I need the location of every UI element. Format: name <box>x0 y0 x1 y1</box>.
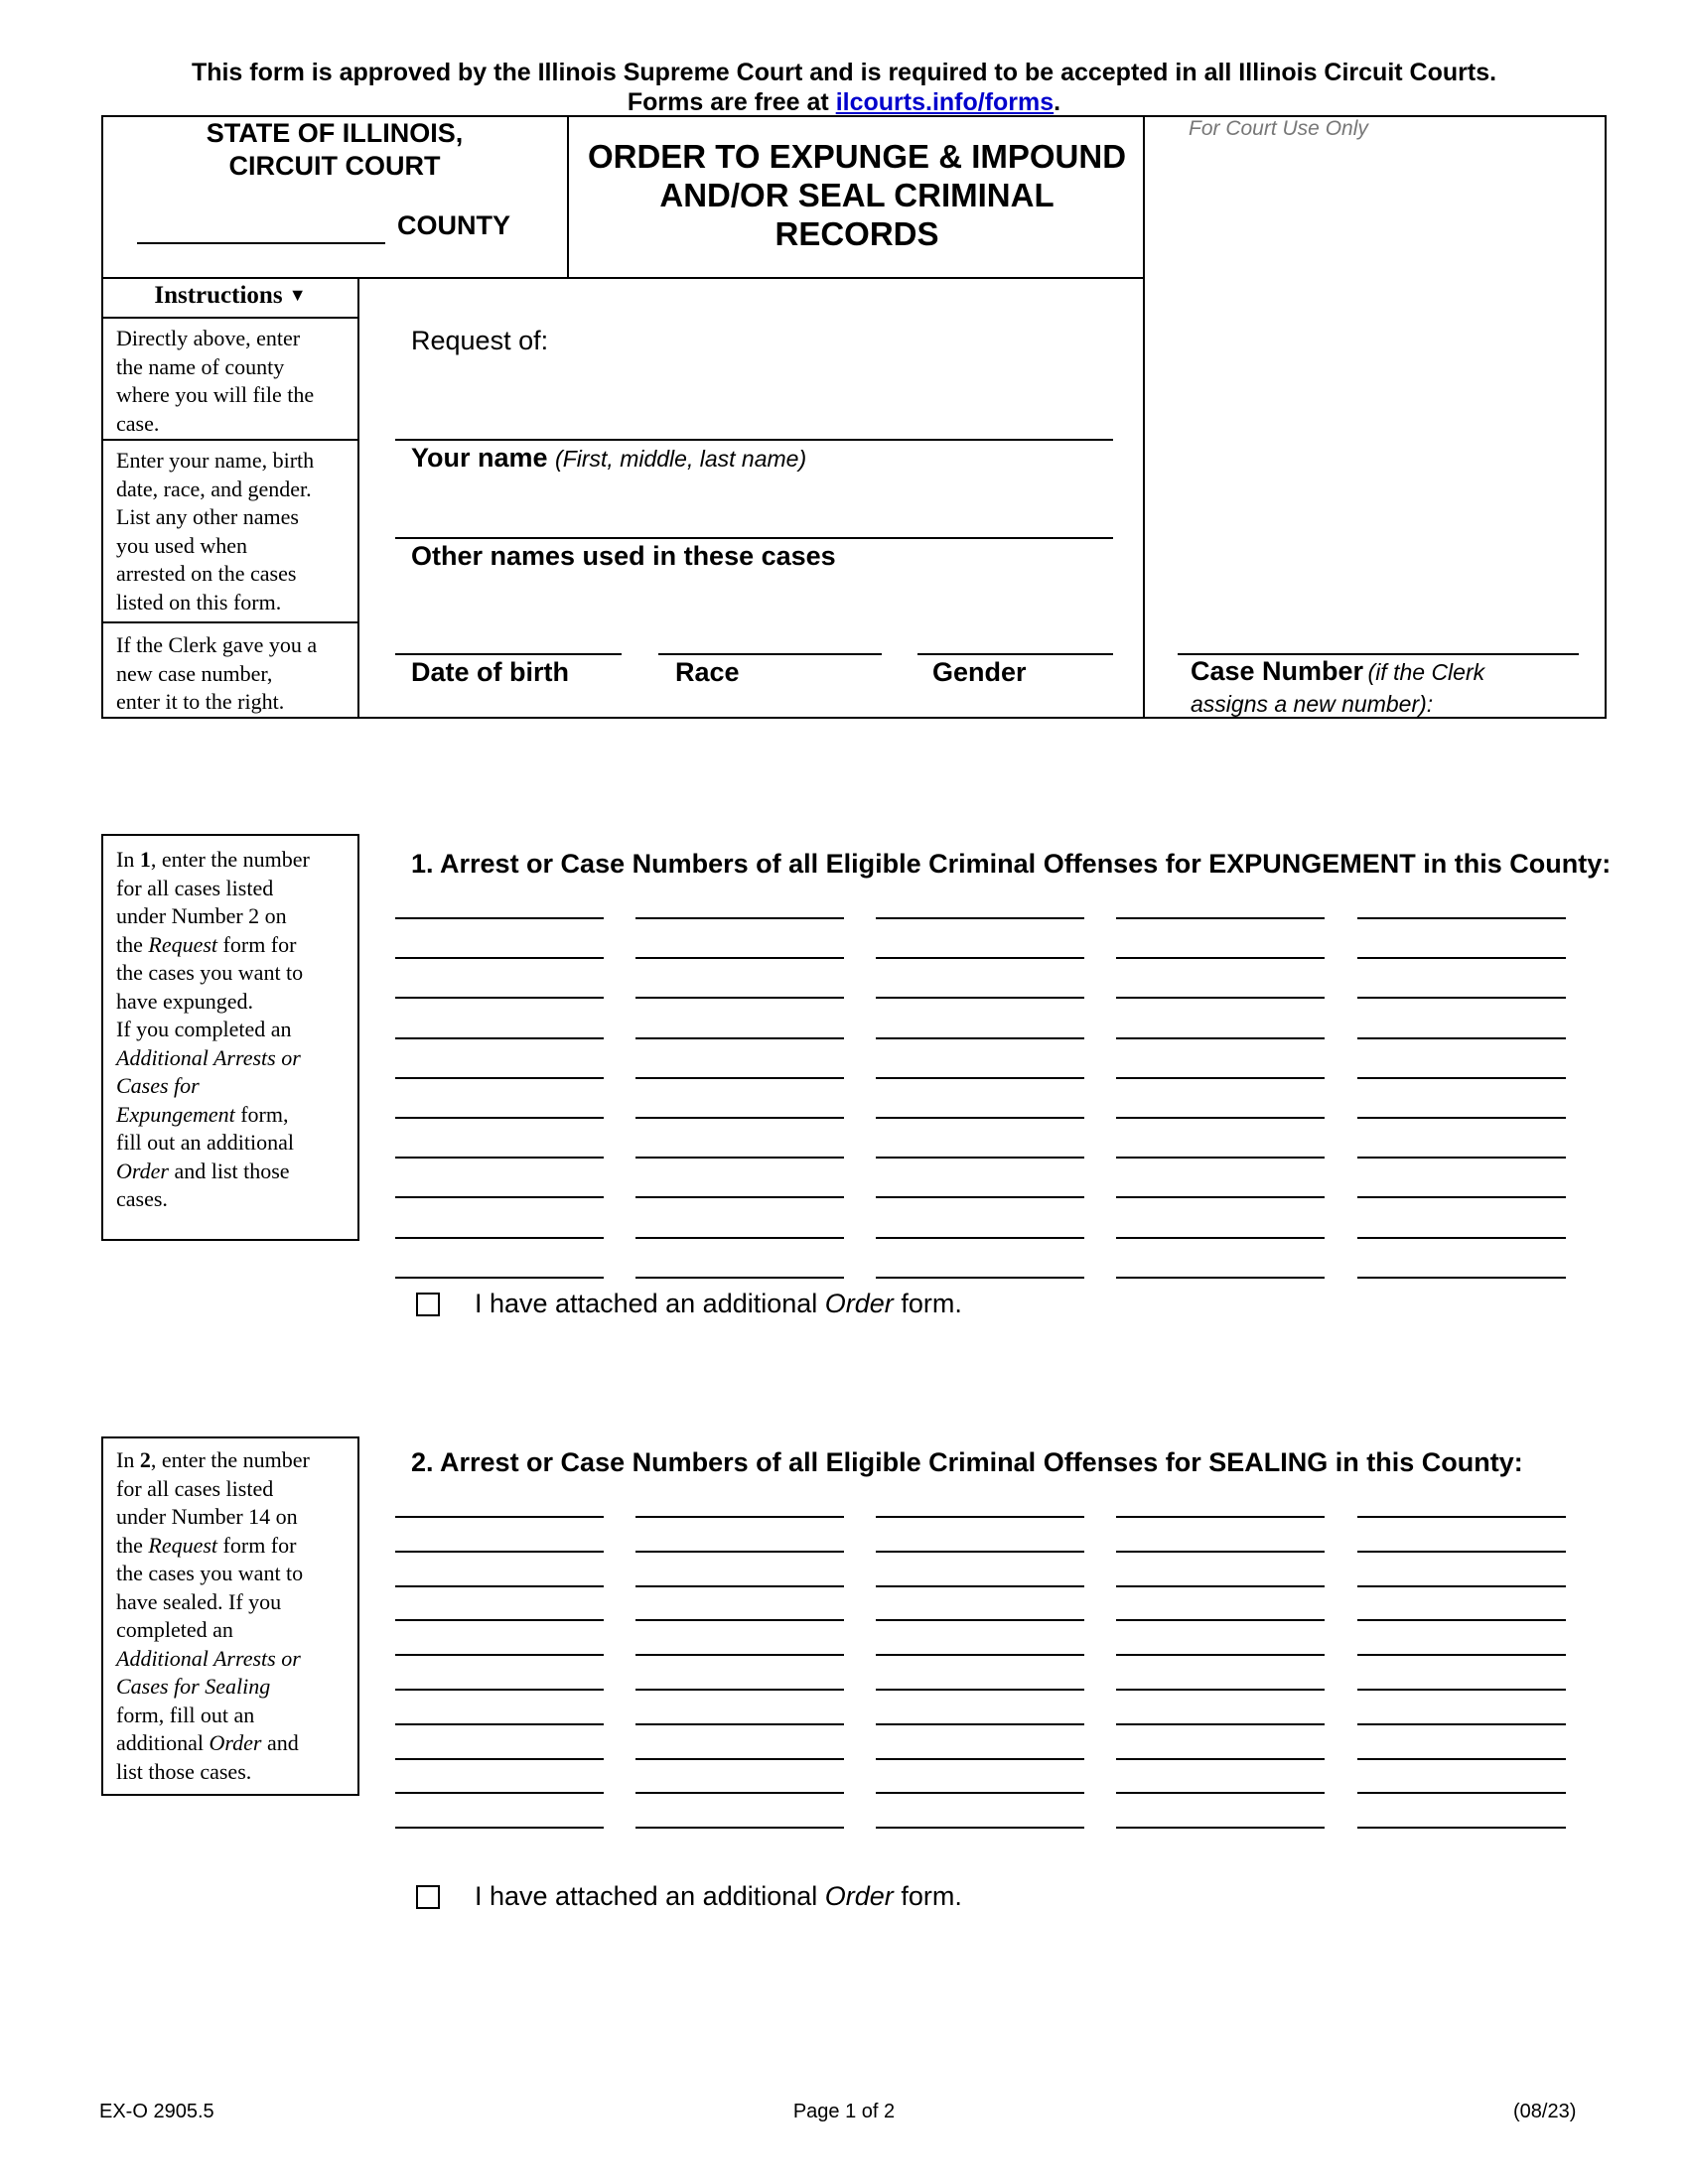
case-number-input-line[interactable] <box>635 1723 844 1725</box>
case-number-input-line[interactable] <box>876 1723 1084 1725</box>
case-number-input-line[interactable] <box>876 1196 1084 1198</box>
instruction-line: case. <box>116 410 160 436</box>
court-title <box>103 117 566 183</box>
case-number-input-line[interactable] <box>876 1827 1084 1829</box>
case-number-input-line[interactable] <box>635 1689 844 1691</box>
case-number-input-line[interactable] <box>1357 1585 1566 1587</box>
case-number-input-line[interactable] <box>1178 653 1579 655</box>
instructions-head-divider <box>101 317 358 319</box>
instruction-line: new case number, <box>116 660 273 686</box>
race-input-line[interactable] <box>658 653 882 655</box>
approval-notice <box>0 58 1688 117</box>
instruction-line: If the Clerk gave you a <box>116 632 318 657</box>
case-number-input-line[interactable] <box>1116 1689 1325 1691</box>
checkbox-text-italic: Order <box>824 1881 894 1911</box>
case-number-input-line[interactable] <box>1116 1237 1325 1239</box>
case-number-input-line[interactable] <box>876 957 1084 959</box>
case-number-input-line[interactable] <box>1357 1077 1566 1079</box>
county-label: COUNTY <box>397 210 510 240</box>
case-number-input-line[interactable] <box>876 1551 1084 1553</box>
section1-instructions: In 1, enter the number for all cases listed under Number 2 on the Request form for the cases you want to have expunged. If you completed an Additional Arrests or Cases for Expungement form, fill out an additional Order and list those cases. <box>116 847 310 1211</box>
instruction-line: where you will file the <box>116 382 315 407</box>
case-number-input-line[interactable] <box>635 1117 844 1119</box>
revision-date: (08/23) <box>1513 2101 1577 2122</box>
case-number-input-line[interactable] <box>395 1157 604 1159</box>
case-number-input-line[interactable] <box>635 1827 844 1829</box>
instruction-line: arrested on the cases <box>116 561 297 586</box>
case-number-input-line[interactable] <box>635 1157 844 1159</box>
case-number-input-line[interactable] <box>876 1689 1084 1691</box>
case-number-hint-2: assigns a new number): <box>1191 691 1434 717</box>
approval-notice-line1: This form is approved by the Illinois Supreme Court and is required to be accepted in all Illinois Circuit Courts. <box>191 59 1497 86</box>
case-number-input-line[interactable] <box>876 1237 1084 1239</box>
form-title-line3: RECORDS <box>774 215 939 252</box>
case-number-input-line[interactable] <box>1357 917 1566 919</box>
case-number-input-line[interactable] <box>1116 957 1325 959</box>
case-number-input-line[interactable] <box>395 1117 604 1119</box>
checkbox-text-suffix: form. <box>893 1881 962 1911</box>
case-number-input-line[interactable] <box>1357 1758 1566 1760</box>
case-number-input-line[interactable] <box>635 1792 844 1794</box>
forms-free-text: Forms are free at <box>627 88 836 116</box>
case-number-input-line[interactable] <box>395 1516 604 1518</box>
case-number-input-line[interactable] <box>395 1619 604 1621</box>
section1-title: 1. Arrest or Case Numbers of all Eligible Criminal Offenses for EXPUNGEMENT in this County: <box>411 849 1612 879</box>
case-number-input-line[interactable] <box>395 1237 604 1239</box>
ilcourts-forms-link[interactable]: ilcourts.info/forms <box>835 88 1055 116</box>
your-name-hint: (First, middle, last name) <box>555 446 807 472</box>
section1-attached-label <box>475 1289 962 1319</box>
case-number-input-line[interactable] <box>876 997 1084 999</box>
case-number-input-line[interactable] <box>1357 1277 1566 1279</box>
case-number-input-line[interactable] <box>1116 1037 1325 1039</box>
case-number-input-line[interactable] <box>395 1585 604 1587</box>
case-number-input-line[interactable] <box>1116 917 1325 919</box>
other-names-label: Other names used in these cases <box>411 541 836 571</box>
case-number-input-line[interactable] <box>1357 997 1566 999</box>
case-number-input-line[interactable] <box>635 1619 844 1621</box>
instruction-line: Directly above, enter <box>116 326 301 350</box>
case-number-input-line[interactable] <box>1116 1654 1325 1656</box>
case-number-input-line[interactable] <box>1357 1237 1566 1239</box>
instruction-line: date, race, and gender. <box>116 476 312 501</box>
header-row-divider <box>101 277 1145 279</box>
checkbox-text: I have attached an additional <box>475 1289 825 1318</box>
case-number-input-line[interactable] <box>395 1792 604 1794</box>
case-number-input-line[interactable] <box>1357 1723 1566 1725</box>
case-number-input-line[interactable] <box>876 1619 1084 1621</box>
case-number-input-line[interactable] <box>1116 1758 1325 1760</box>
dob-input-line[interactable] <box>395 653 622 655</box>
your-name-label <box>411 443 806 474</box>
case-number-input-line[interactable] <box>635 1196 844 1198</box>
case-number-input-line[interactable] <box>395 1654 604 1656</box>
form-title-line1: ORDER TO EXPUNGE & IMPOUND <box>587 138 1127 175</box>
case-number-input-line[interactable] <box>1116 1585 1325 1587</box>
case-number-input-line[interactable] <box>635 1237 844 1239</box>
case-number-input-line[interactable] <box>635 1516 844 1518</box>
case-number-input-line[interactable] <box>1357 957 1566 959</box>
case-number-input-line[interactable] <box>1116 1551 1325 1553</box>
case-number-input-line[interactable] <box>876 1157 1084 1159</box>
form-title <box>569 137 1145 253</box>
case-number-input-line[interactable] <box>876 1037 1084 1039</box>
case-number-input-line[interactable] <box>1116 1792 1325 1794</box>
case-number-input-line[interactable] <box>876 1277 1084 1279</box>
case-number-input-line[interactable] <box>1116 1277 1325 1279</box>
case-number-input-line[interactable] <box>1116 1619 1325 1621</box>
section2-title: 2. Arrest or Case Numbers of all Eligible Criminal Offenses for SEALING in this County: <box>411 1447 1523 1477</box>
case-number-input-line[interactable] <box>635 1077 844 1079</box>
notice-period: . <box>1054 88 1061 116</box>
section1-attached-checkbox[interactable] <box>416 1293 440 1316</box>
case-number-input-line[interactable] <box>1357 1792 1566 1794</box>
section2-instructions: In 2, enter the number for all cases listed under Number 14 on the Request form for the cases you want to have sealed. If you completed an Additional Arrests or Cases for Sealing form, fill out an additional Order and list those cases. <box>116 1447 310 1784</box>
case-number-input-line[interactable] <box>1116 1077 1325 1079</box>
case-number-input-line[interactable] <box>395 997 604 999</box>
case-number-input-line[interactable] <box>876 1654 1084 1656</box>
case-number-input-line[interactable] <box>395 1723 604 1725</box>
court-title-line1: STATE OF ILLINOIS, <box>206 118 464 148</box>
case-number-input-line[interactable] <box>635 1551 844 1553</box>
case-number-input-line[interactable] <box>876 1077 1084 1079</box>
your-name-input-line[interactable] <box>395 439 1113 441</box>
case-number-input-line[interactable] <box>1357 1619 1566 1621</box>
gender-label: Gender <box>932 657 1027 687</box>
case-number-input-line[interactable] <box>635 1654 844 1656</box>
race-label: Race <box>675 657 740 687</box>
instruction-line: listed on this form. <box>116 589 282 614</box>
case-number-input-line[interactable] <box>635 1037 844 1039</box>
gender-input-line[interactable] <box>917 653 1113 655</box>
instruction-line: List any other names <box>116 504 299 529</box>
instruction-line: you used when <box>116 532 247 558</box>
instructions-heading <box>103 282 357 310</box>
checkbox-text-suffix: form. <box>893 1289 962 1318</box>
case-number-input-line[interactable] <box>395 957 604 959</box>
case-number-label <box>1191 657 1484 718</box>
request-of-label: Request of: <box>411 326 549 355</box>
case-number-input-line[interactable] <box>395 1827 604 1829</box>
case-number-input-line[interactable] <box>395 1689 604 1691</box>
instructions-divider-1 <box>101 439 358 441</box>
case-number-input-line[interactable] <box>1116 1157 1325 1159</box>
case-number-input-line[interactable] <box>1116 1827 1325 1829</box>
case-number-input-line[interactable] <box>876 1792 1084 1794</box>
case-number-input-line[interactable] <box>1357 1196 1566 1198</box>
case-number-input-line[interactable] <box>395 1077 604 1079</box>
court-use-only: For Court Use Only <box>1189 117 1368 140</box>
case-number-input-line[interactable] <box>876 1516 1084 1518</box>
case-number-input-line[interactable] <box>1116 1196 1325 1198</box>
case-number-text: Case Number <box>1191 656 1364 686</box>
case-number-input-line[interactable] <box>635 1585 844 1587</box>
instruction-line: the name of county <box>116 353 285 379</box>
case-number-input-line[interactable] <box>1357 1516 1566 1518</box>
instruction-case-number <box>116 631 354 717</box>
case-number-input-line[interactable] <box>876 917 1084 919</box>
case-number-hint: (if the Clerk <box>1367 659 1485 685</box>
instruction-line: enter it to the right. <box>116 689 285 714</box>
case-number-input-line[interactable] <box>395 1196 604 1198</box>
case-number-input-line[interactable] <box>395 1037 604 1039</box>
approval-notice-line2 <box>0 87 1688 117</box>
case-number-input-line[interactable] <box>1357 1157 1566 1159</box>
case-number-input-line[interactable] <box>876 1585 1084 1587</box>
case-number-input-line[interactable] <box>1116 1516 1325 1518</box>
other-names-input-line[interactable] <box>395 537 1113 539</box>
case-number-input-line[interactable] <box>1357 1827 1566 1829</box>
instruction-county <box>116 325 354 438</box>
county-input-line[interactable] <box>137 242 385 244</box>
case-number-input-line[interactable] <box>1357 1117 1566 1119</box>
case-number-input-line[interactable] <box>635 997 844 999</box>
form-title-line2: AND/OR SEAL CRIMINAL <box>659 177 1055 213</box>
section2-attached-checkbox[interactable] <box>416 1885 440 1909</box>
case-number-input-line[interactable] <box>1357 1654 1566 1656</box>
case-number-input-line[interactable] <box>635 957 844 959</box>
case-number-input-line[interactable] <box>395 917 604 919</box>
form-code: EX-O 2905.5 <box>99 2101 214 2122</box>
checkbox-text: I have attached an additional <box>475 1881 825 1911</box>
case-number-input-line[interactable] <box>1357 1689 1566 1691</box>
case-number-input-line[interactable] <box>1116 1723 1325 1725</box>
page-number: Page 1 of 2 <box>792 2101 896 2122</box>
instruction-personal-info <box>116 447 354 616</box>
instructions-heading-label: Instructions <box>154 282 283 309</box>
your-name-text: Your name <box>411 443 548 473</box>
triangle-down-icon: ▼ <box>288 285 307 305</box>
instructions-divider-2 <box>101 621 358 623</box>
court-title-line2: CIRCUIT COURT <box>228 151 441 181</box>
case-number-input-line[interactable] <box>876 1117 1084 1119</box>
case-number-input-line[interactable] <box>1357 1551 1566 1553</box>
case-number-input-line[interactable] <box>1116 1117 1325 1119</box>
dob-label: Date of birth <box>411 657 569 687</box>
section2-attached-label <box>475 1881 962 1912</box>
checkbox-text-italic: Order <box>824 1289 894 1318</box>
instruction-line: Enter your name, birth <box>116 448 315 473</box>
case-number-input-line[interactable] <box>635 1758 844 1760</box>
case-number-input-line[interactable] <box>635 1277 844 1279</box>
case-number-input-line[interactable] <box>1357 1037 1566 1039</box>
case-number-input-line[interactable] <box>395 1551 604 1553</box>
case-number-input-line[interactable] <box>876 1758 1084 1760</box>
case-number-input-line[interactable] <box>395 1277 604 1279</box>
instructions-divider <box>357 278 359 719</box>
case-number-input-line[interactable] <box>395 1758 604 1760</box>
case-number-input-line[interactable] <box>1116 997 1325 999</box>
case-number-input-line[interactable] <box>635 917 844 919</box>
